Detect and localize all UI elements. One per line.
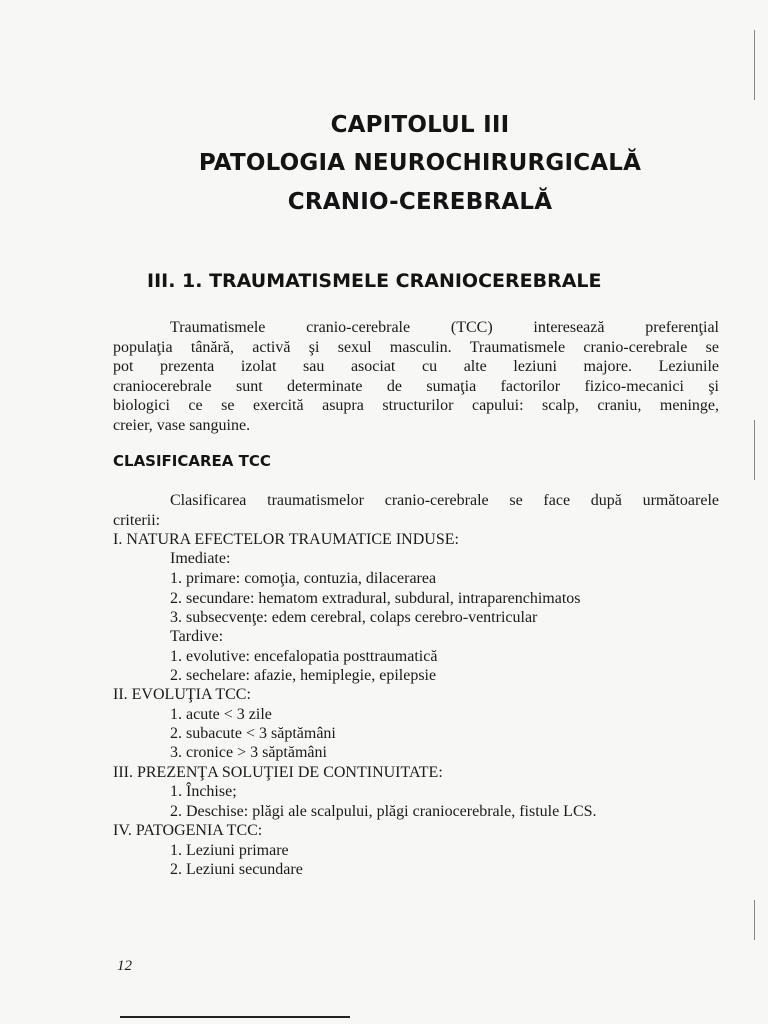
- paragraph-line: criterii:: [113, 511, 161, 529]
- chapter-title-line2: CRANIO-CEREBRALĂ: [287, 189, 553, 215]
- criterion-heading: I. NATURA EFECTELOR TRAUMATICE INDUSE:: [113, 531, 459, 548]
- criterion-item: 2. Leziuni secundare: [170, 861, 303, 878]
- section-title: III. 1. TRAUMATISMELE CRANIOCEREBRALE: [147, 270, 602, 292]
- classification-heading: CLASIFICAREA TCC: [113, 452, 271, 470]
- classification-intro: [113, 491, 719, 530]
- criterion-heading: II. EVOLUŢIA TCC:: [113, 686, 251, 703]
- paragraph-line: pot prezenta izolat sau asociat cu alte leziuni majore. Leziunile: [113, 358, 719, 375]
- criterion-item: 2. Deschise: plăgi ale scalpului, plăgi craniocerebrale, fistule LCS.: [170, 803, 597, 820]
- criterion-item: 3. subsecvenţe: edem cerebral, colaps cerebro-ventricular: [170, 609, 538, 626]
- criterion-item: 1. primare: comoţia, contuzia, dilacerarea: [170, 570, 437, 587]
- criterion-item: 1. Leziuni primare: [170, 842, 289, 859]
- criterion-heading: IV. PATOGENIA TCC:: [113, 822, 263, 839]
- criterion-item: 2. secundare: hematom extradural, subdural, intraparenchimatos: [170, 590, 581, 607]
- scan-edge-mark: [754, 420, 755, 480]
- criterion-subheading: Tardive:: [170, 628, 224, 645]
- criterion-item: 1. Închise;: [170, 783, 237, 800]
- criterion-item: 1. acute < 3 zile: [170, 706, 272, 723]
- criterion-subheading: Imediate:: [170, 550, 231, 567]
- criterion-item: 1. evolutive: encefalopatia posttraumatică: [170, 648, 438, 665]
- criterion-item: 2. subacute < 3 săptămâni: [170, 725, 336, 742]
- criterion-heading: III. PREZENŢA SOLUŢIEI DE CONTINUITATE:: [113, 764, 443, 781]
- criterion-item: 3. cronice > 3 săptămâni: [170, 744, 327, 761]
- intro-paragraph: [113, 318, 719, 435]
- criterion-item: 2. sechelare: afazie, hemiplegie, epilepsie: [170, 667, 437, 684]
- paragraph-line: craniocerebrale sunt determinate de sumaţia factorilor fizico-mecanici şi: [113, 377, 719, 395]
- chapter-title-line1: PATOLOGIA NEUROCHIRURGICALĂ: [198, 150, 642, 176]
- paragraph-line: biologici ce se exercită asupra structurilor capului: scalp, craniu, meninge,: [113, 397, 719, 414]
- scan-edge-mark: [754, 900, 755, 940]
- scan-edge-line: [120, 1016, 350, 1018]
- paragraph-line: Traumatismele cranio-cerebrale (TCC) interesează preferenţial: [170, 319, 719, 336]
- chapter-number: CAPITOLUL III: [330, 112, 510, 138]
- page-number: 12: [117, 958, 132, 974]
- scan-edge-mark: [754, 30, 755, 100]
- paragraph-line: creier, vase sanguine.: [113, 416, 251, 434]
- paragraph-line: Clasificarea traumatismelor cranio-cerebrale se face după următoarele: [170, 492, 719, 509]
- paragraph-line: populaţia tânără, activă şi sexul masculin. Traumatismele cranio-cerebrale se: [113, 338, 719, 356]
